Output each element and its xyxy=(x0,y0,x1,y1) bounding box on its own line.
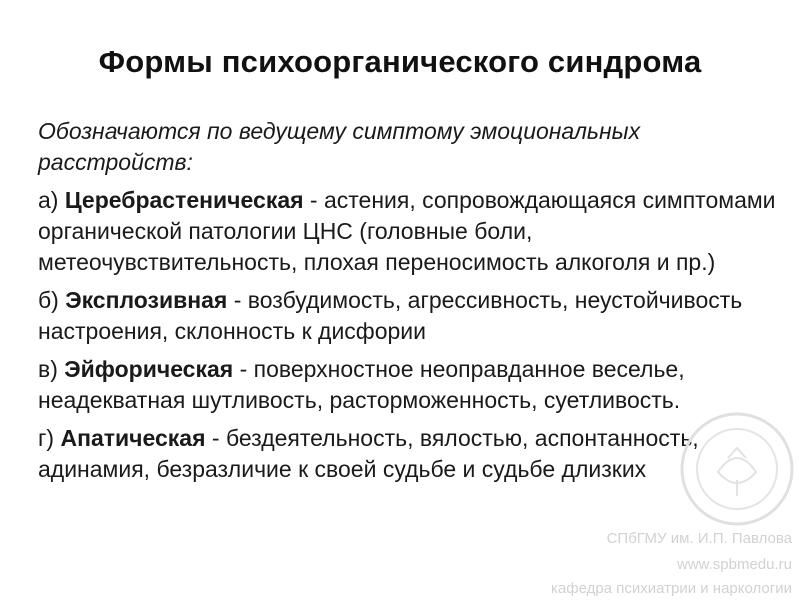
slide-title: Формы психоорганического синдрома xyxy=(98,44,702,79)
item-prefix: г) xyxy=(38,425,61,451)
watermark-department: кафедра психиатрии и наркологии xyxy=(551,580,792,597)
list-item-cerebrasthenic xyxy=(38,185,783,278)
item-text: - возбудимость, агрессивность, неустойчивость настроения, склонность к дисфории xyxy=(38,287,743,344)
item-prefix: в) xyxy=(38,356,65,382)
item-text: - астения, сопровождающаяся симптомами органической патологии ЦНС (головные боли, метеочувствительность, плохая переносимость алкоголя и пр.) xyxy=(38,187,776,275)
item-term: Церебрастеническая xyxy=(64,187,304,213)
item-term: Эйфорическая xyxy=(64,356,234,382)
watermark-university: СПбГМУ им. И.П. Павлова xyxy=(606,530,792,547)
intro-text: Обозначаются по ведущему симптому эмоциональных расстройств: xyxy=(38,118,641,175)
list-item-apathetic xyxy=(38,423,783,485)
slide-body xyxy=(38,116,783,492)
watermark-url: www.spbmedu.ru xyxy=(676,556,792,573)
item-prefix: б) xyxy=(38,287,66,313)
item-term: Эксплозивная xyxy=(65,287,228,313)
list-item-explosive xyxy=(38,285,783,347)
item-term: Апатическая xyxy=(60,425,206,451)
item-text: - бездеятельность, вялостью, аспонтанность, адинамия, безразличие к своей судьбе и судьбе длизких xyxy=(38,425,699,482)
list-item-euphoric xyxy=(38,354,783,416)
item-text: - поверхностное неоправданное веселье, неадекватная шутливость, расторможенность, суетливость. xyxy=(38,356,685,413)
item-prefix: а) xyxy=(38,187,65,213)
